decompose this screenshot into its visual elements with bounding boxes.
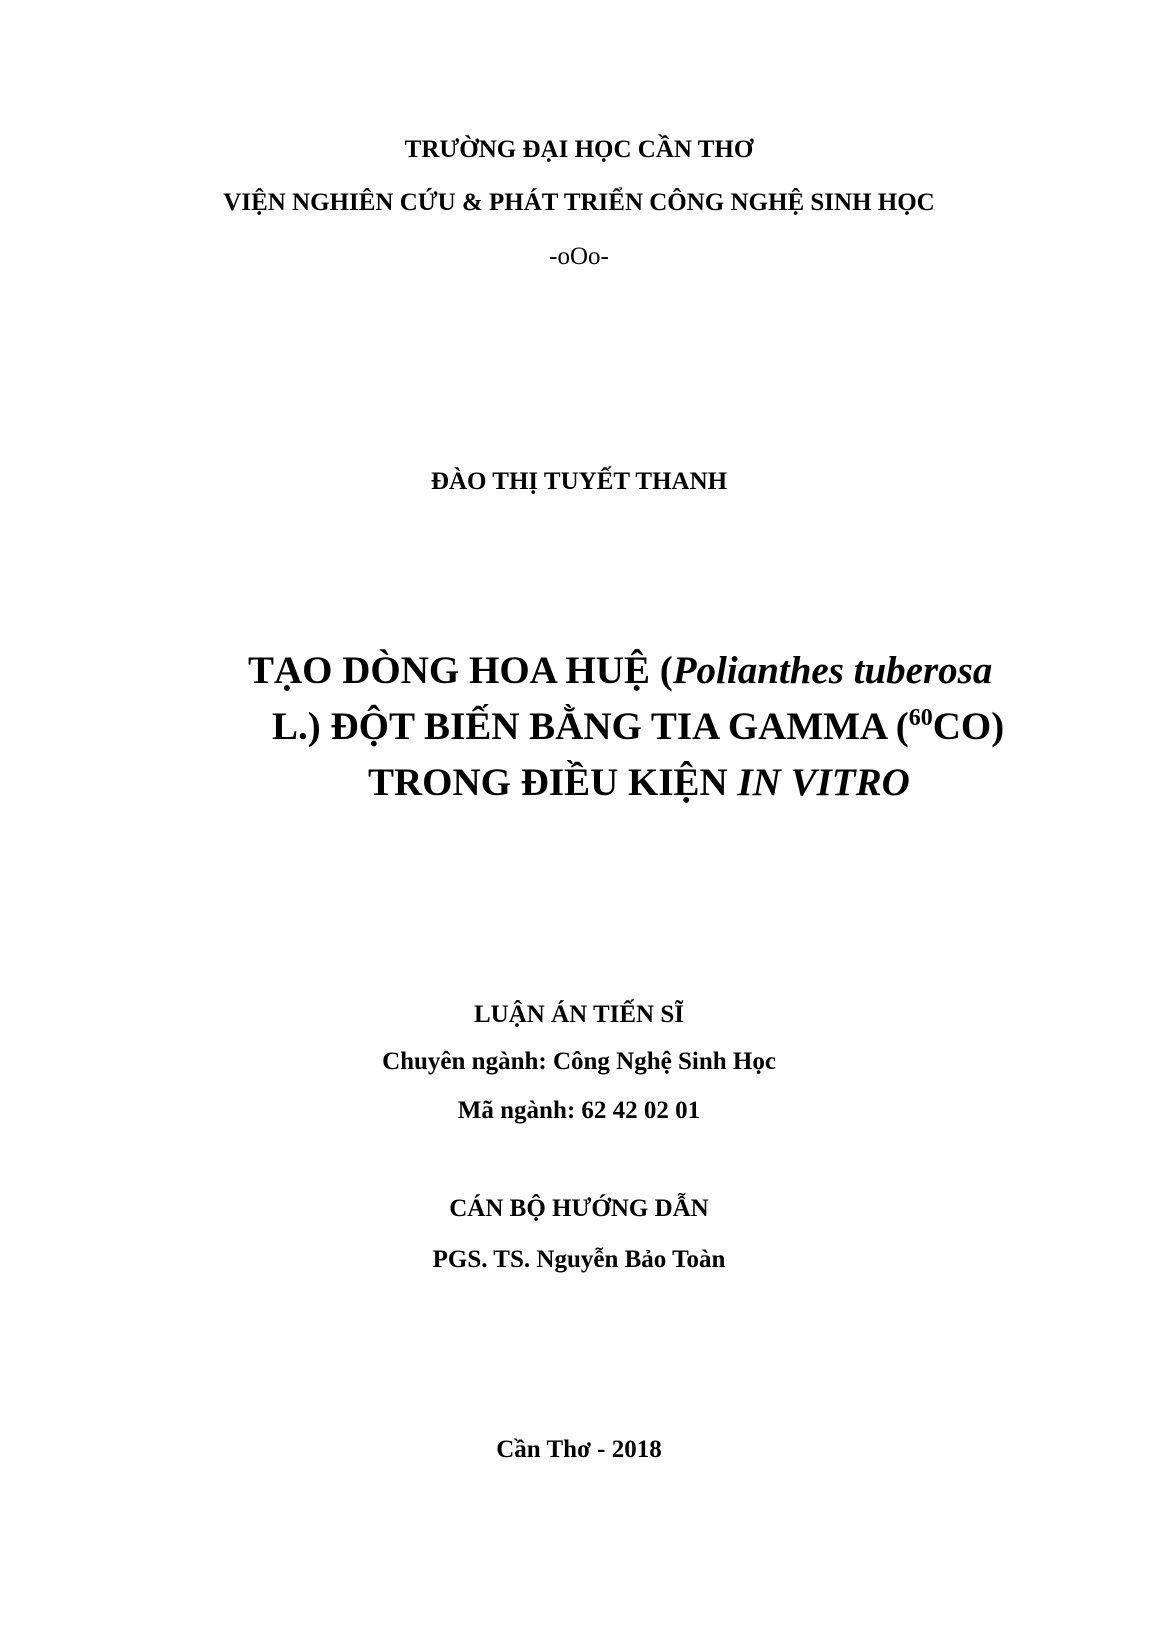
university-name: TRƯỜNG ĐẠI HỌC CẦN THƠ xyxy=(404,136,754,163)
place-year: Cần Thơ - 2018 xyxy=(496,1436,662,1463)
title-line-3 xyxy=(368,760,910,805)
title-line-2-end: CO) xyxy=(932,705,1005,748)
isotope-mass-number: 60 xyxy=(908,705,933,731)
thesis-major: Chuyên ngành: Công Nghệ Sinh Học xyxy=(382,1048,776,1075)
title-line-2 xyxy=(272,704,1004,749)
institute-name: VIỆN NGHIÊN CỨU & PHÁT TRIỂN CÔNG NGHỆ SINH HỌC xyxy=(223,189,935,216)
title-line-1-text: TẠO DÒNG HOA HUỆ ( xyxy=(248,649,673,692)
thesis-type: LUẬN ÁN TIẾN SĨ xyxy=(473,1001,684,1028)
thesis-code: Mã ngành: 62 42 02 01 xyxy=(457,1097,701,1124)
title-line-1 xyxy=(248,648,992,693)
author-name: ĐÀO THỊ TUYẾT THANH xyxy=(430,468,728,495)
in-vitro: IN VITRO xyxy=(737,761,910,804)
title-line-2-text: L.) ĐỘT BIẾN BẰNG TIA GAMMA ( xyxy=(272,705,909,748)
advisor-name: PGS. TS. Nguyễn Bảo Toàn xyxy=(432,1246,726,1273)
advisor-heading: CÁN BỘ HƯỚNG DẪN xyxy=(449,1195,709,1222)
ornament: -oOo- xyxy=(549,243,609,270)
species-name: Polianthes tuberosa xyxy=(672,649,993,692)
title-line-3-text: TRONG ĐIỀU KIỆN xyxy=(368,761,738,804)
